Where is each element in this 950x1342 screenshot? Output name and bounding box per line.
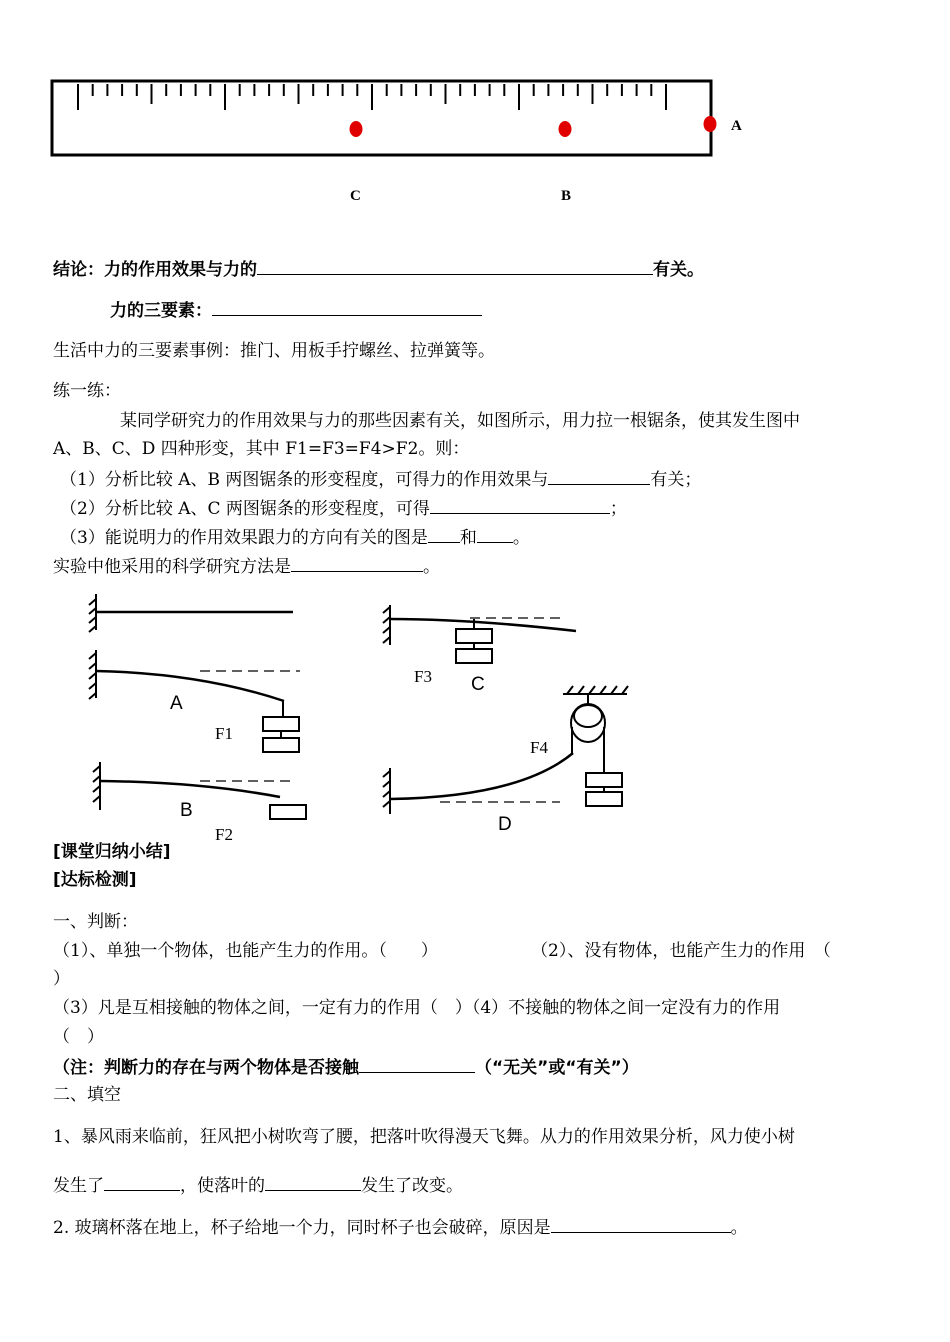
point-c-dot xyxy=(350,121,363,137)
saw-blade-figure xyxy=(0,585,950,845)
fill-q1-line1: 1、暴风雨来临前，狂风把小树吹弯了腰，把落叶吹得漫天飞舞。从力的作用效果分析，风力使小树 xyxy=(53,1127,795,1147)
fill-q2 xyxy=(53,1214,748,1240)
practice-q3 xyxy=(60,524,530,550)
practice-method xyxy=(53,553,440,579)
practice-q3-mid: 和 xyxy=(459,528,477,548)
three-elements-line xyxy=(110,297,482,323)
figure-label-b: B xyxy=(180,800,193,821)
practice-q3-blank-1[interactable] xyxy=(428,524,460,543)
fill-q1-prefix: 发生了 xyxy=(53,1176,104,1196)
practice-method-prefix: 实验中他采用的科学研究方法是 xyxy=(53,557,291,577)
ruler-figure xyxy=(0,0,950,215)
figure-b xyxy=(93,762,306,819)
practice-q1-prefix: （1）分析比较 A、B 两图锯条的形变程度，可得力的作用效果与 xyxy=(60,470,549,490)
practice-q2-suffix: ； xyxy=(609,499,627,519)
fill-q2-prefix: 2. 玻璃杯落在地上，杯子给地一个力，同时杯子也会破碎，原因是 xyxy=(53,1218,551,1238)
practice-intro-line1: 某同学研究力的作用效果与力的那些因素有关，如图所示，用力拉一根锯条，使其发生图中 xyxy=(120,411,800,431)
judge-note xyxy=(53,1054,639,1080)
three-elements-label: 力的三要素： xyxy=(110,301,212,321)
practice-q3-prefix: （3）能说明力的作用效果跟力的方向有关的图是 xyxy=(60,528,428,548)
judge-heading: 一、判断： xyxy=(53,912,138,932)
figure-c xyxy=(383,605,576,663)
judge-q2-end: ） xyxy=(53,969,70,989)
fill-q1-blank-1[interactable] xyxy=(104,1172,180,1191)
fill-q1-line2 xyxy=(53,1172,463,1198)
test-heading: [达标检测] xyxy=(53,870,137,890)
fill-heading: 二、填空 xyxy=(53,1085,121,1105)
fill-q2-blank[interactable] xyxy=(551,1214,731,1233)
practice-q1-blank[interactable] xyxy=(548,466,650,485)
fill-q2-suffix: 。 xyxy=(730,1218,748,1238)
point-a-dot xyxy=(704,116,717,132)
judge-q1: （1）、单独一个物体，也能产生力的作用。（ ） xyxy=(53,941,438,961)
practice-q2-blank[interactable] xyxy=(430,495,610,514)
judge-note-blank[interactable] xyxy=(359,1054,475,1073)
practice-q2 xyxy=(60,495,627,521)
figure-label-f4: F4 xyxy=(530,738,548,757)
practice-intro-line2: A、B、C、D 四种形变，其中 F1=F3=F4>F2。则： xyxy=(53,439,470,459)
practice-heading: 练一练： xyxy=(53,381,121,401)
judge-q3-q4: （3）凡是互相接触的物体之间，一定有力的作用（ ）（4）不接触的物体之间一定没有力的作用 xyxy=(53,998,781,1018)
figure-label-c: C xyxy=(471,674,485,695)
ruler-ticks xyxy=(78,84,666,110)
practice-q1-suffix: 有关； xyxy=(650,470,702,490)
figure-d xyxy=(383,686,628,814)
life-examples: 生活中力的三要素事例：推门、用板手拧螺丝、拉弹簧等。 xyxy=(53,341,495,361)
conclusion-prefix: 结论：力的作用效果与力的 xyxy=(53,260,257,280)
conclusion-suffix: 有关。 xyxy=(653,260,704,280)
figure-label-f3: F3 xyxy=(414,667,432,686)
point-b-label: B xyxy=(561,188,572,204)
judge-note-suffix: （“无关”或“有关”） xyxy=(475,1058,639,1078)
point-c-label: C xyxy=(350,188,361,204)
fill-q1-mid: ，使落叶的 xyxy=(180,1176,265,1196)
practice-q2-prefix: （2）分析比较 A、C 两图锯条的形变程度，可得 xyxy=(60,499,430,519)
figure-a xyxy=(89,650,300,752)
figure-label-f2: F2 xyxy=(215,825,233,844)
point-b-dot xyxy=(559,121,572,137)
judge-q4-end: （ ） xyxy=(53,1027,104,1047)
judge-q2: （2）、没有物体，也能产生力的作用 （ xyxy=(531,941,831,961)
point-a-label: A xyxy=(731,118,742,134)
fill-q1-suffix: 发生了改变。 xyxy=(361,1176,463,1196)
practice-q3-suffix: 。 xyxy=(512,528,530,548)
practice-q3-blank-2[interactable] xyxy=(477,524,513,543)
practice-q1 xyxy=(60,466,701,492)
figure-label-a: A xyxy=(170,693,183,714)
judge-note-prefix: （注：判断力的存在与两个物体是否接触 xyxy=(53,1058,359,1078)
summary-heading: [课堂归纳小结] xyxy=(53,842,171,862)
figure-label-d: D xyxy=(498,814,512,835)
practice-method-suffix: 。 xyxy=(423,557,440,577)
three-elements-blank[interactable] xyxy=(212,297,482,316)
figure-reference xyxy=(89,594,293,632)
conclusion-line xyxy=(53,256,704,282)
fill-q1-blank-2[interactable] xyxy=(265,1172,361,1191)
conclusion-blank[interactable] xyxy=(257,256,653,275)
figure-label-f1: F1 xyxy=(215,724,233,743)
practice-method-blank[interactable] xyxy=(291,553,423,572)
